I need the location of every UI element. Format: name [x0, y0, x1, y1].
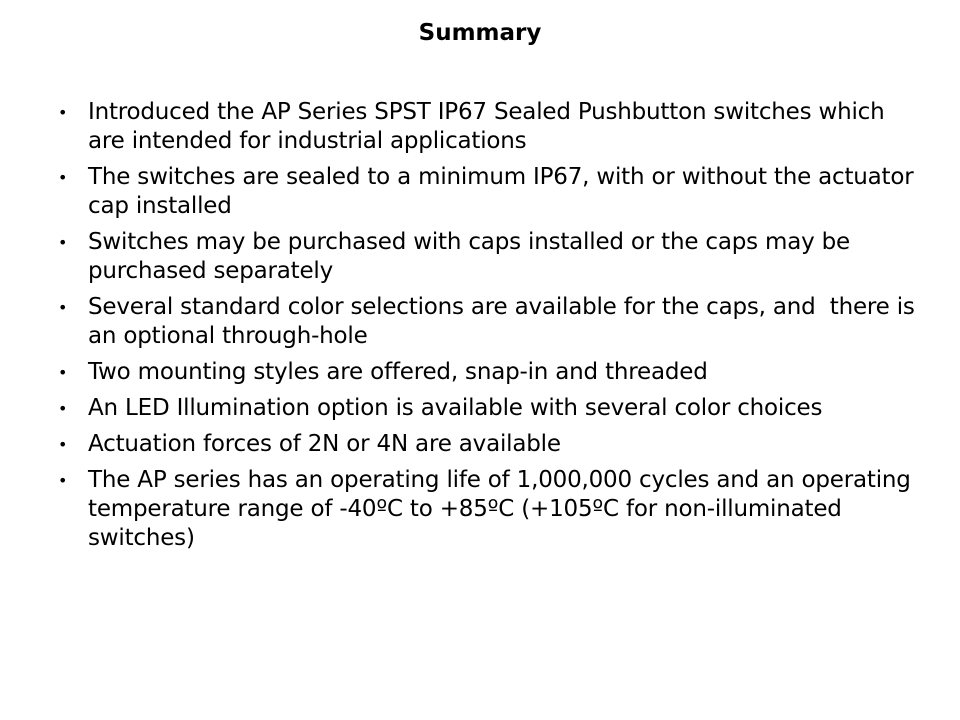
summary-bullet-list	[58, 98, 922, 560]
bullet-text: Several standard color selections are available for the caps, and there is an optional through-hole	[88, 294, 922, 349]
slide-title: Summary	[418, 20, 542, 46]
bullet-icon: •	[58, 233, 68, 252]
bullet-item	[58, 394, 918, 423]
bullet-icon: •	[58, 471, 68, 490]
bullet-text: The switches are sealed to a minimum IP67, with or without the actuator cap installed	[88, 164, 914, 219]
bullet-text: Two mounting styles are offered, snap-in and threaded	[88, 359, 708, 385]
bullet-text: The AP series has an operating life of 1,000,000 cycles and an operating temperature range of -40ºC to +85ºC (+105ºC for non-illuminated switches)	[88, 467, 911, 551]
bullet-text: Introduced the AP Series SPST IP67 Sealed Pushbutton switches which are intended for industrial applications	[88, 99, 885, 154]
bullet-icon: •	[58, 298, 68, 317]
bullet-item	[58, 163, 918, 221]
bullet-item	[58, 358, 918, 387]
bullet-text: Actuation forces of 2N or 4N are available	[88, 431, 561, 457]
bullet-item	[58, 228, 918, 286]
bullet-item	[58, 466, 918, 553]
bullet-icon: •	[58, 103, 68, 122]
bullet-icon: •	[58, 168, 68, 187]
bullet-item	[58, 430, 918, 459]
bullet-item	[58, 293, 922, 351]
bullet-text: An LED Illumination option is available with several color choices	[88, 395, 823, 421]
bullet-icon: •	[58, 435, 68, 454]
bullet-text: Switches may be purchased with caps installed or the caps may be purchased separately	[88, 229, 851, 284]
bullet-item	[58, 98, 918, 156]
bullet-icon: •	[58, 363, 68, 382]
bullet-icon: •	[58, 399, 68, 418]
